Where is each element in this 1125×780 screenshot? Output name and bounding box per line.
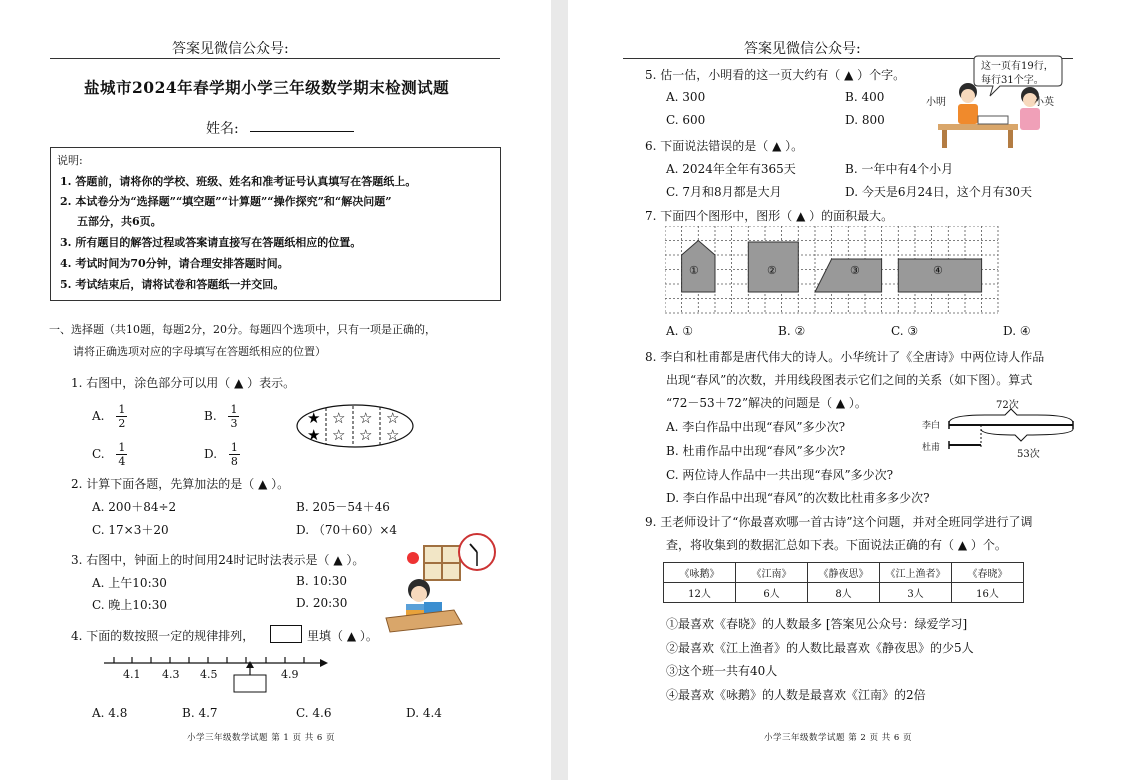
denominator: 2 — [118, 417, 126, 430]
denominator: 4 — [118, 455, 126, 468]
option-d: D. 4.4 — [406, 706, 442, 720]
tick-label: 4.3 — [162, 668, 180, 681]
question-4-stem: 4. 下面的数按照一定的规律排列， — [71, 629, 255, 643]
option-c: C. 4.6 — [296, 706, 332, 720]
instructions-heading: 说明: — [57, 154, 83, 167]
question-1-stem: 1. 右图中，涂色部分可以用（ ▲ ）表示。 — [71, 376, 296, 390]
option-label: C. — [92, 447, 105, 461]
question-3-stem: 3. 右图中，钟面上的时间用24时记时法表示是（ ▲ ）。 — [71, 553, 365, 567]
segment-diagram — [945, 405, 1077, 457]
option-d: D. （70＋60）×4 — [296, 523, 398, 537]
option-b: B. 4.7 — [182, 706, 218, 720]
table-cell: 3人 — [880, 583, 952, 603]
instruction-item: 5. 考试结束后，请将试卷和答题纸一并交回。 — [60, 278, 285, 291]
speech-bubble-line: 这一页有19行， — [981, 61, 1054, 72]
option-d: D. ④ — [1003, 324, 1031, 338]
shape-label: ③ — [850, 264, 860, 277]
page-footer: 小学三年级数学试题 第 2 页 共 6 页 — [764, 733, 913, 743]
section-heading: 一、选择题（共10题，每题2分，20分。每题四个选项中，只有一项是正确的， — [49, 323, 436, 336]
option-d: D. 800 — [845, 113, 885, 127]
segment-label-top: 72次 — [996, 400, 1019, 411]
survey-table — [663, 562, 1024, 603]
character-label: 小英 — [1034, 97, 1054, 108]
statement-item: ①最喜欢《春晓》的人数最多 [答案见公众号：绿爱学习] — [666, 617, 968, 631]
numerator: 1 — [118, 403, 126, 416]
option-a: A. 300 — [666, 90, 706, 104]
svg-text:★: ★ — [307, 409, 321, 427]
instruction-item: 五部分，共6页。 — [77, 215, 162, 228]
statement-item: ③这个班一共有40人 — [666, 664, 778, 678]
answer-blank-box — [270, 625, 302, 643]
question-5-stem: 5. 估一估，小明看的这一页大约有（ ▲ ）个字。 — [645, 68, 906, 82]
option-a: A. 200＋84÷2 — [92, 500, 177, 514]
segment-name-libai: 李白 — [922, 421, 941, 431]
question-4-stem-end: 里填（ ▲ ）。 — [307, 629, 378, 643]
table-cell: 6人 — [736, 583, 808, 603]
option-c: C. 7月和8月都是大月 — [666, 185, 782, 199]
statement-item: ④最喜欢《咏鹅》的人数是最喜欢《江南》的2倍 — [666, 688, 926, 702]
svg-text:★: ★ — [307, 426, 321, 444]
svg-text:☆: ☆ — [332, 409, 346, 427]
option-a: A. 上午10:30 — [92, 576, 167, 590]
question-7-stem: 7. 下面四个图形中，图形（ ▲ ）的面积最大。 — [645, 209, 894, 223]
fraction — [116, 403, 127, 430]
option-label: A. — [92, 409, 105, 423]
svg-text:☆: ☆ — [332, 426, 346, 444]
option-d: D. 20:30 — [296, 596, 348, 610]
fraction — [116, 441, 127, 468]
shape-label: ④ — [933, 264, 943, 277]
option-a: A. 4.8 — [92, 706, 128, 720]
speech-bubble-line: 每行31个字。 — [981, 75, 1044, 86]
table-cell: 12人 — [664, 583, 736, 603]
svg-text:☆: ☆ — [359, 409, 373, 427]
table-header-cell: 《咏鹅》 — [664, 563, 736, 583]
svg-text:☆: ☆ — [386, 426, 400, 444]
option-b: B. ② — [778, 324, 806, 338]
table-header-row — [664, 563, 1024, 583]
page-footer: 小学三年级数学试题 第 1 页 共 6 页 — [187, 733, 336, 743]
table-cell: 8人 — [808, 583, 880, 603]
tick-label: 4.1 — [123, 668, 141, 681]
option-b: B. 杜甫作品中出现“春风”多少次? — [666, 444, 846, 458]
denominator: 3 — [230, 417, 238, 430]
table-header-cell: 《春晓》 — [952, 563, 1024, 583]
character-label: 小明 — [926, 97, 946, 108]
table-row — [664, 583, 1024, 603]
option-a: A. 2024年全年有365天 — [666, 162, 796, 176]
segment-name-dufu: 杜甫 — [922, 443, 941, 453]
option-c — [92, 441, 127, 468]
fraction — [229, 441, 240, 468]
question-2-stem: 2. 计算下面各题，先算加法的是（ ▲ ）。 — [71, 477, 290, 491]
page-header: 答案见微信公众号: — [744, 41, 861, 57]
page-header: 答案见微信公众号: — [172, 41, 289, 57]
option-a: A. ① — [666, 324, 694, 338]
question-9-line: 9. 王老师设计了“你最喜欢哪一首古诗”这个问题，并对全班同学进行了调 — [645, 515, 1033, 529]
option-c: C. 600 — [666, 113, 706, 127]
option-label: D. — [204, 447, 218, 461]
option-b: B. 10:30 — [296, 574, 348, 588]
numerator: 1 — [230, 403, 238, 416]
instruction-item: 2. 本试卷分为“选择题”“填空题”“计算题”“操作探究”和“解决问题” — [60, 195, 392, 208]
option-d — [204, 441, 240, 468]
stars-figure — [295, 403, 415, 449]
question-8-line: 出现“春风”的次数，并用线段图表示它们之间的关系（如下图）。算式 — [666, 373, 1033, 387]
header-rule — [50, 58, 500, 59]
svg-text:☆: ☆ — [359, 426, 373, 444]
exam-page-1 — [0, 0, 551, 780]
question-8-line: “72－53＋72”解决的问题是（ ▲ ）。 — [666, 396, 867, 410]
instruction-item: 1. 答题前，请将你的学校、班级、姓名和准考证号认真填写在答题纸上。 — [60, 175, 417, 188]
option-b: B. 一年中有4个小月 — [845, 162, 954, 176]
exam-title: 盐城市2024年春学期小学三年级数学期末检测试题 — [84, 78, 450, 97]
option-c: C. 17×3＋20 — [92, 523, 169, 537]
question-6-stem: 6. 下面说法错误的是（ ▲ ）。 — [645, 139, 804, 153]
question-9-line: 查，将收集到的数据汇总如下表。下面说法正确的有（ ▲ ）个。 — [666, 538, 1007, 552]
fraction — [228, 403, 239, 430]
option-d: D. 李白作品中出现“春风”的次数比杜甫多多少次? — [666, 491, 930, 505]
statement-item: ②最喜欢《江上渔者》的人数比最喜欢《静夜思》的少5人 — [666, 641, 974, 655]
name-label: 姓名: — [206, 121, 239, 137]
grid-shapes-figure — [665, 226, 999, 314]
shape-label: ② — [767, 264, 777, 277]
option-label: B. — [204, 409, 217, 423]
option-d: D. 今天是6月24日，这个月有30天 — [845, 185, 1032, 199]
numerator: 1 — [230, 441, 238, 454]
tick-label: 4.5 — [200, 668, 218, 681]
numerator: 1 — [118, 441, 126, 454]
exam-page-2 — [568, 0, 1125, 780]
table-header-cell: 《江南》 — [736, 563, 808, 583]
shape-label: ① — [689, 264, 699, 277]
denominator: 8 — [230, 455, 238, 468]
option-b — [204, 403, 239, 430]
name-blank — [250, 131, 354, 132]
instruction-item: 3. 所有题目的解答过程或答案请直接写在答题纸相应的位置。 — [60, 236, 362, 249]
option-c: C. ③ — [891, 324, 919, 338]
tick-label: 4.9 — [281, 668, 299, 681]
sun-icon — [407, 552, 419, 564]
option-a: A. 李白作品中出现“春风”多少次? — [666, 420, 845, 434]
table-header-cell: 《静夜思》 — [808, 563, 880, 583]
segment-label-bottom: 53次 — [1017, 449, 1040, 460]
question-8-line: 8. 李白和杜甫都是唐代伟大的诗人。小华统计了《全唐诗》中两位诗人作品 — [645, 350, 1045, 364]
option-c: C. 两位诗人作品中一共出现“春风”多少次? — [666, 468, 894, 482]
girl-studying-illustration — [384, 528, 504, 636]
instruction-item: 4. 考试时间为70分钟，请合理安排答题时间。 — [60, 257, 289, 270]
option-c: C. 晚上10:30 — [92, 598, 167, 612]
section-instruction: 请将正确选项对应的字母填写在答题纸相应的位置） — [73, 345, 326, 358]
option-b: B. 205－54＋46 — [296, 500, 390, 514]
svg-text:☆: ☆ — [386, 409, 400, 427]
table-cell: 16人 — [952, 583, 1024, 603]
option-a — [92, 403, 127, 430]
option-b: B. 400 — [845, 90, 885, 104]
table-header-cell: 《江上渔者》 — [880, 563, 952, 583]
